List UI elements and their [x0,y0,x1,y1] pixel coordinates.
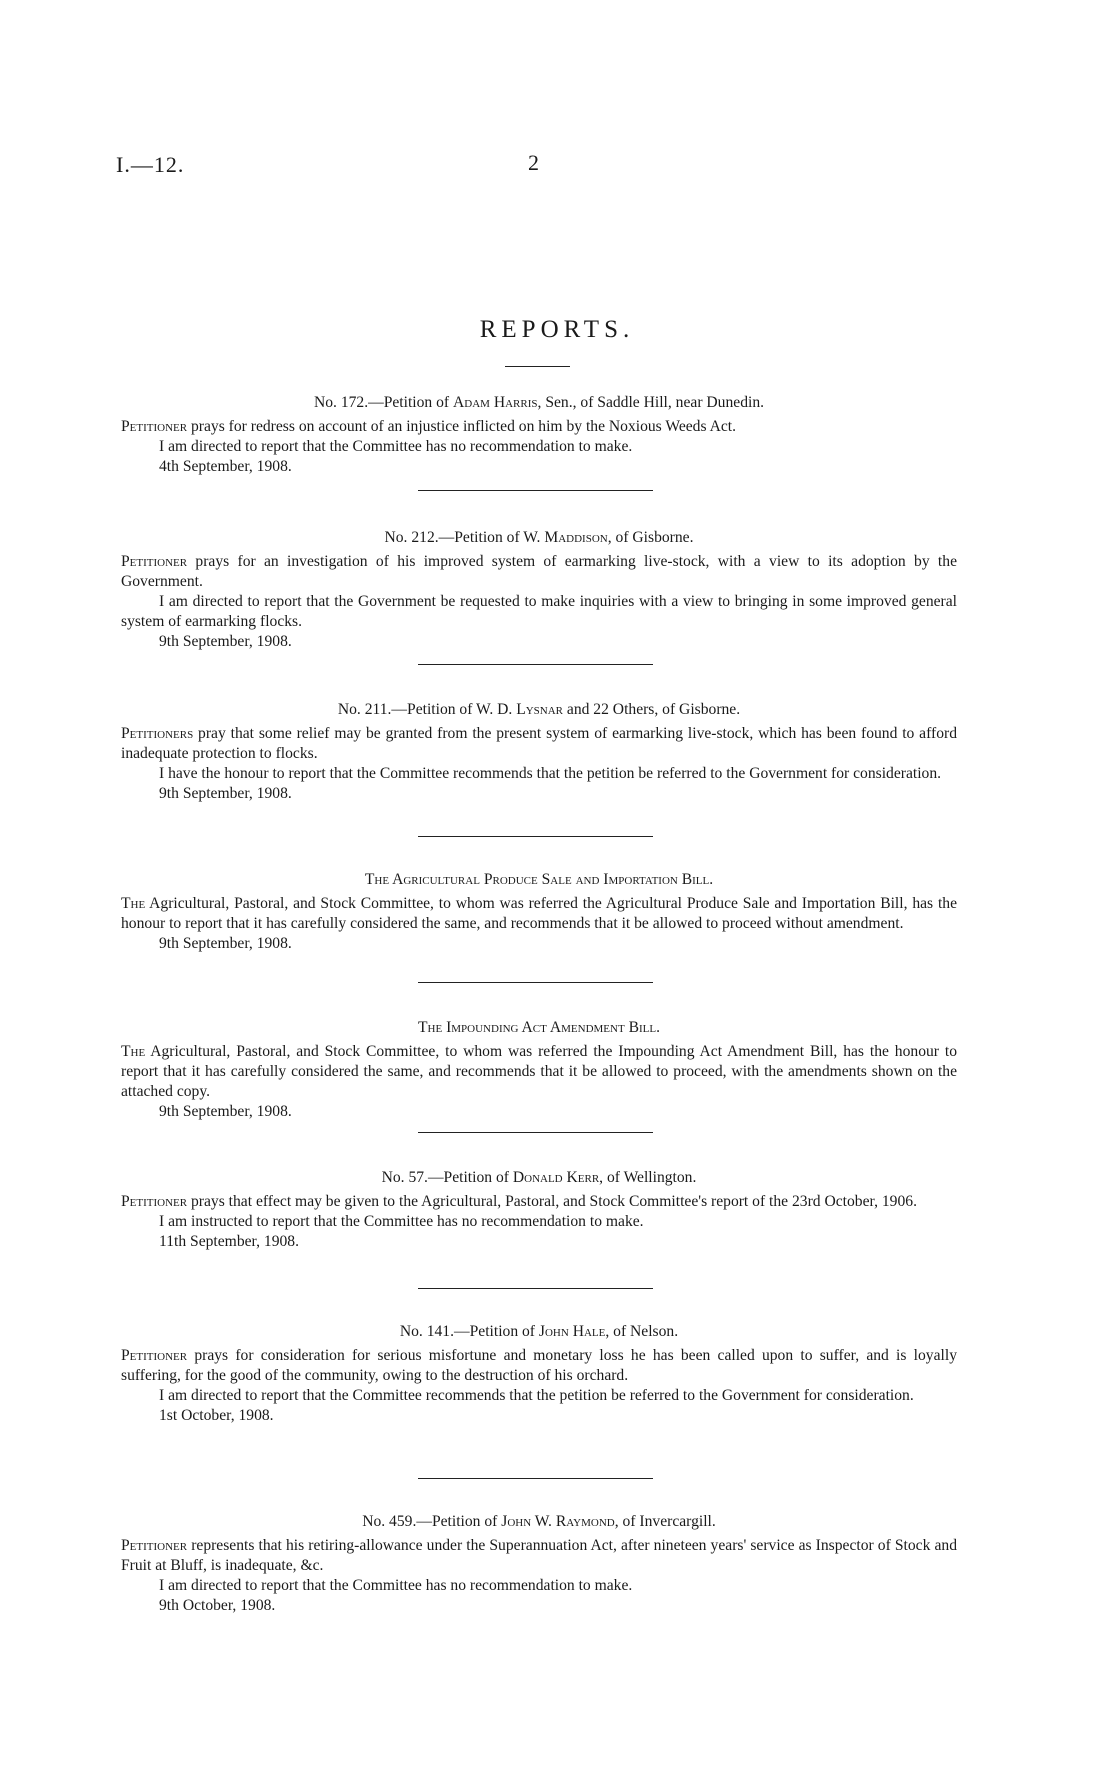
committee-report-text: The Agricultural, Pastoral, and Stock Committee, to whom was referred the Impounding Act Amendment Bill, has the honour to report that it has carefully considered the same, and recommends that it be allowed to proceed, with the amendments shown on the attached copy. [121,1043,957,1100]
report-141 [121,1322,957,1426]
report-date: 4th September, 1908. [159,458,292,475]
section-divider [418,1478,653,1479]
report-172 [121,393,957,477]
report-heading: The Impounding Act Amendment Bill. [417,1019,660,1036]
report-57 [121,1168,957,1252]
committee-report-text: I am directed to report that the Committee recommends that the petition be referred to the Government for consideration. [159,1387,914,1404]
committee-report-text: I am directed to report that the Government be requested to make inquiries with a view to bringing in some improved general system of earmarking flocks. [121,593,957,630]
report-agricultural-produce-bill [121,870,957,954]
report-date: 9th October, 1908. [159,1597,276,1614]
section-divider [418,836,653,837]
report-211 [121,700,957,804]
section-divider [418,1132,653,1133]
committee-report-text: The Agricultural, Pastoral, and Stock Committee, to whom was referred the Agricultural Produce Sale and Importation Bill, has the honour to report that it has carefully considered the same, and recommends that it be allowed to proceed without amendment. [121,895,957,932]
report-heading: The Agricultural Produce Sale and Importation Bill. [364,871,714,888]
committee-report-text: I am directed to report that the Committee has no recommendation to make. [159,1577,633,1594]
paper-identifier: I.—12. [116,152,185,177]
report-212 [121,528,957,652]
petition-text: Petitioner represents that his retiring-allowance under the Superannuation Act, after nineteen years' service as Inspector of Stock and Fruit at Bluff, is inadequate, &c. [121,1537,957,1574]
committee-report-text: I have the honour to report that the Committee recommends that the petition be referred to the Government for consideration. [159,765,942,782]
section-divider [418,664,653,665]
report-heading: No. 211.—Petition of W. D. Lysnar and 22 Others, of Gisborne. [337,701,741,718]
report-heading: No. 57.—Petition of Donald Kerr, of Wellington. [381,1169,697,1186]
report-459 [121,1512,957,1616]
title-rule [505,366,570,367]
section-divider [418,490,653,491]
report-date: 9th September, 1908. [159,935,292,952]
petition-text: Petitioner prays for consideration for serious misfortune and monetary loss he has been called upon to suffer, and is loyally suffering, for the good of the community, owing to the destruction of his orchard. [121,1347,957,1384]
report-heading: No. 459.—Petition of John W. Raymond, of Invercargill. [362,1513,716,1530]
report-date: 9th September, 1908. [159,785,292,802]
report-date: 9th September, 1908. [159,633,292,650]
committee-report-text: I am instructed to report that the Committee has no recommendation to make. [159,1213,644,1230]
petition-text: Petitioner prays that effect may be given to the Agricultural, Pastoral, and Stock Committee's report of the 23rd October, 1906. [121,1193,917,1210]
report-heading: No. 141.—Petition of John Hale, of Nelson. [399,1323,679,1340]
petition-text: Petitioner prays for redress on account of an injustice inflicted on him by the Noxious Weeds Act. [121,418,736,435]
petition-text: Petitioner prays for an investigation of his improved system of earmarking live-stock, with a view to its adoption by the Government. [121,553,957,590]
report-date: 11th September, 1908. [159,1233,299,1250]
report-heading: No. 212.—Petition of W. Maddison, of Gisborne. [384,529,694,546]
page-number: 2 [528,150,539,175]
petition-text: Petitioners pray that some relief may be granted from the present system of earmarking live-stock, which has been found to afford inadequate protection to flocks. [121,725,957,762]
committee-report-text: I am directed to report that the Committee has no recommendation to make. [159,438,633,455]
report-date: 1st October, 1908. [159,1407,274,1424]
page-title: REPORTS. [479,316,635,343]
section-divider [418,1288,653,1289]
section-divider [418,982,653,983]
report-date: 9th September, 1908. [159,1103,292,1120]
report-impounding-act-bill [121,1018,957,1122]
report-heading: No. 172.—Petition of Adam Harris, Sen., of Saddle Hill, near Dunedin. [313,394,765,411]
